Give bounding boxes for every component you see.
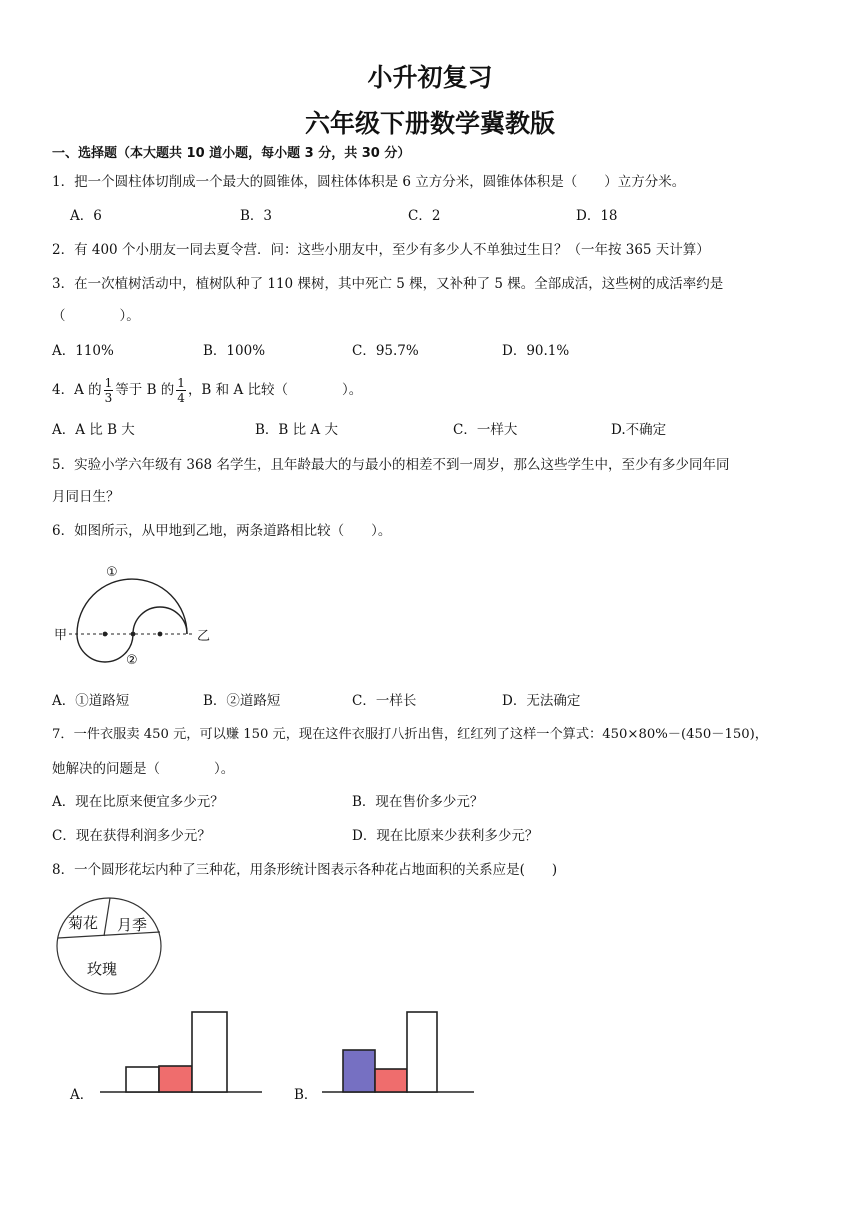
bar-white [126,1067,159,1092]
pie-label-rose-china: 月季 [117,916,148,934]
bar-tall [407,1012,437,1092]
q8-option-b-chart[interactable] [318,1008,478,1100]
fraction-one-third [104,376,114,405]
q7-option-a[interactable]: A．现在比原来便宜多少元？ [52,794,224,810]
question-5-text-line2: 月同日生？ [52,489,120,505]
section-heading: 一、选择题（本大题共 10 道小题，每小题 3 分，共 30 分） [52,146,411,161]
q8-option-a-chart[interactable] [96,1008,266,1100]
bar-tall [192,1012,227,1092]
baseline-dot [103,632,108,637]
question-2-text: 2．有 400 个小朋友一同去夏令营．问：这些小朋友中，至少有多少人不单独过生日？（一年按 365 天计算） [52,242,710,258]
label-end: 乙 [197,629,211,644]
q4-suffix: ，B 和 A 比较（ ）。 [187,382,363,398]
q1-option-d[interactable]: D．18 [576,208,618,224]
q7-option-d[interactable]: D．现在比原来少获利多少元？ [352,828,539,844]
q8-option-a-label[interactable]: A． [70,1087,94,1103]
question-7-text-line1: 7．一件衣服卖 450 元，可以赚 150 元，现在这件衣服打八折出售，红红列了这样一个算式：450×80%－(450－150)， [52,727,768,742]
q6-option-b[interactable]: B．②道路短 [203,693,281,709]
q4-middle: 等于 B 的 [115,382,175,398]
q7-option-c[interactable]: C．现在获得利润多少元？ [52,828,211,844]
q8-option-b-label[interactable]: B． [294,1087,318,1103]
question-4-text [52,373,362,407]
fraction-denominator: 4 [177,391,185,405]
route-1-arc-large [77,579,187,634]
pie-label-rose: 玫瑰 [87,960,118,978]
route-2-marker: ② [126,653,138,668]
label-start: 甲 [54,628,68,643]
fraction-numerator: 1 [177,376,185,390]
title-line-1: 小升初复习 [367,63,493,92]
pie-label-chrysanthemum: 菊花 [68,914,99,932]
q1-option-a[interactable]: A．6 [70,208,102,224]
q3-option-c[interactable]: C．95.7% [352,343,419,359]
route-diagram [52,560,222,670]
question-6-text: 6．如图所示，从甲地到乙地，两条道路相比较（ ）。 [52,523,392,539]
flower-pie-diagram [54,896,166,998]
q6-option-c[interactable]: C．一样长 [352,693,417,709]
bar-purple [343,1050,375,1092]
q6-option-a[interactable]: A．①道路短 [52,693,130,709]
q3-option-d[interactable]: D．90.1% [502,343,570,359]
fraction-denominator: 3 [104,391,113,405]
bar-pink [159,1066,192,1092]
route-1-marker: ① [106,565,118,580]
q4-option-c[interactable]: C．一样大 [453,422,518,438]
q6-option-d[interactable]: D．无法确定 [502,693,581,709]
q7-option-b[interactable]: B．现在售价多少元？ [352,794,484,810]
baseline-dot [158,632,163,637]
q4-prefix: 4．A 的 [52,382,102,398]
question-7-text-line2: 她解决的问题是（ ）。 [52,761,235,777]
question-5-text-line1: 5．实验小学六年级有 368 名学生，且年龄最大的与最小的相差不到一周岁，那么这些学生中，至少有多少同年同 [52,457,730,473]
pie-outline [57,898,161,994]
baseline-dot [131,632,136,637]
question-3-text-line2: （ ）。 [52,308,140,324]
q3-option-a[interactable]: A．110% [52,343,114,359]
q1-option-c[interactable]: C．2 [408,208,441,224]
q4-option-b[interactable]: B．B 比 A 大 [255,422,338,438]
question-8-text: 8．一个圆形花坛内种了三种花，用条形统计图表示各种花占地面积的关系应是( ) [52,862,558,878]
question-3-text-line1: 3．在一次植树活动中，植树队种了 110 棵树，其中死亡 5 棵，又补种了 5 棵。全部成活，这些树的成活率约是 [52,276,724,292]
fraction-numerator: 1 [104,376,113,390]
route-1-arc-small [133,607,187,634]
q4-option-d[interactable]: D.不确定 [611,422,667,438]
q4-option-a[interactable]: A．A 比 B 大 [52,422,135,438]
question-1-text: 1．把一个圆柱体切削成一个最大的圆锥体，圆柱体体积是 6 立方分米，圆锥体体积是（ ）立方分米。 [52,174,686,190]
q1-option-b[interactable]: B．3 [240,208,273,224]
route-2-arc [77,634,133,662]
q3-option-b[interactable]: B．100% [203,343,266,359]
title-line-2: 六年级下册数学冀教版 [304,109,555,138]
bar-pink [375,1069,407,1092]
fraction-one-fourth [176,376,186,405]
